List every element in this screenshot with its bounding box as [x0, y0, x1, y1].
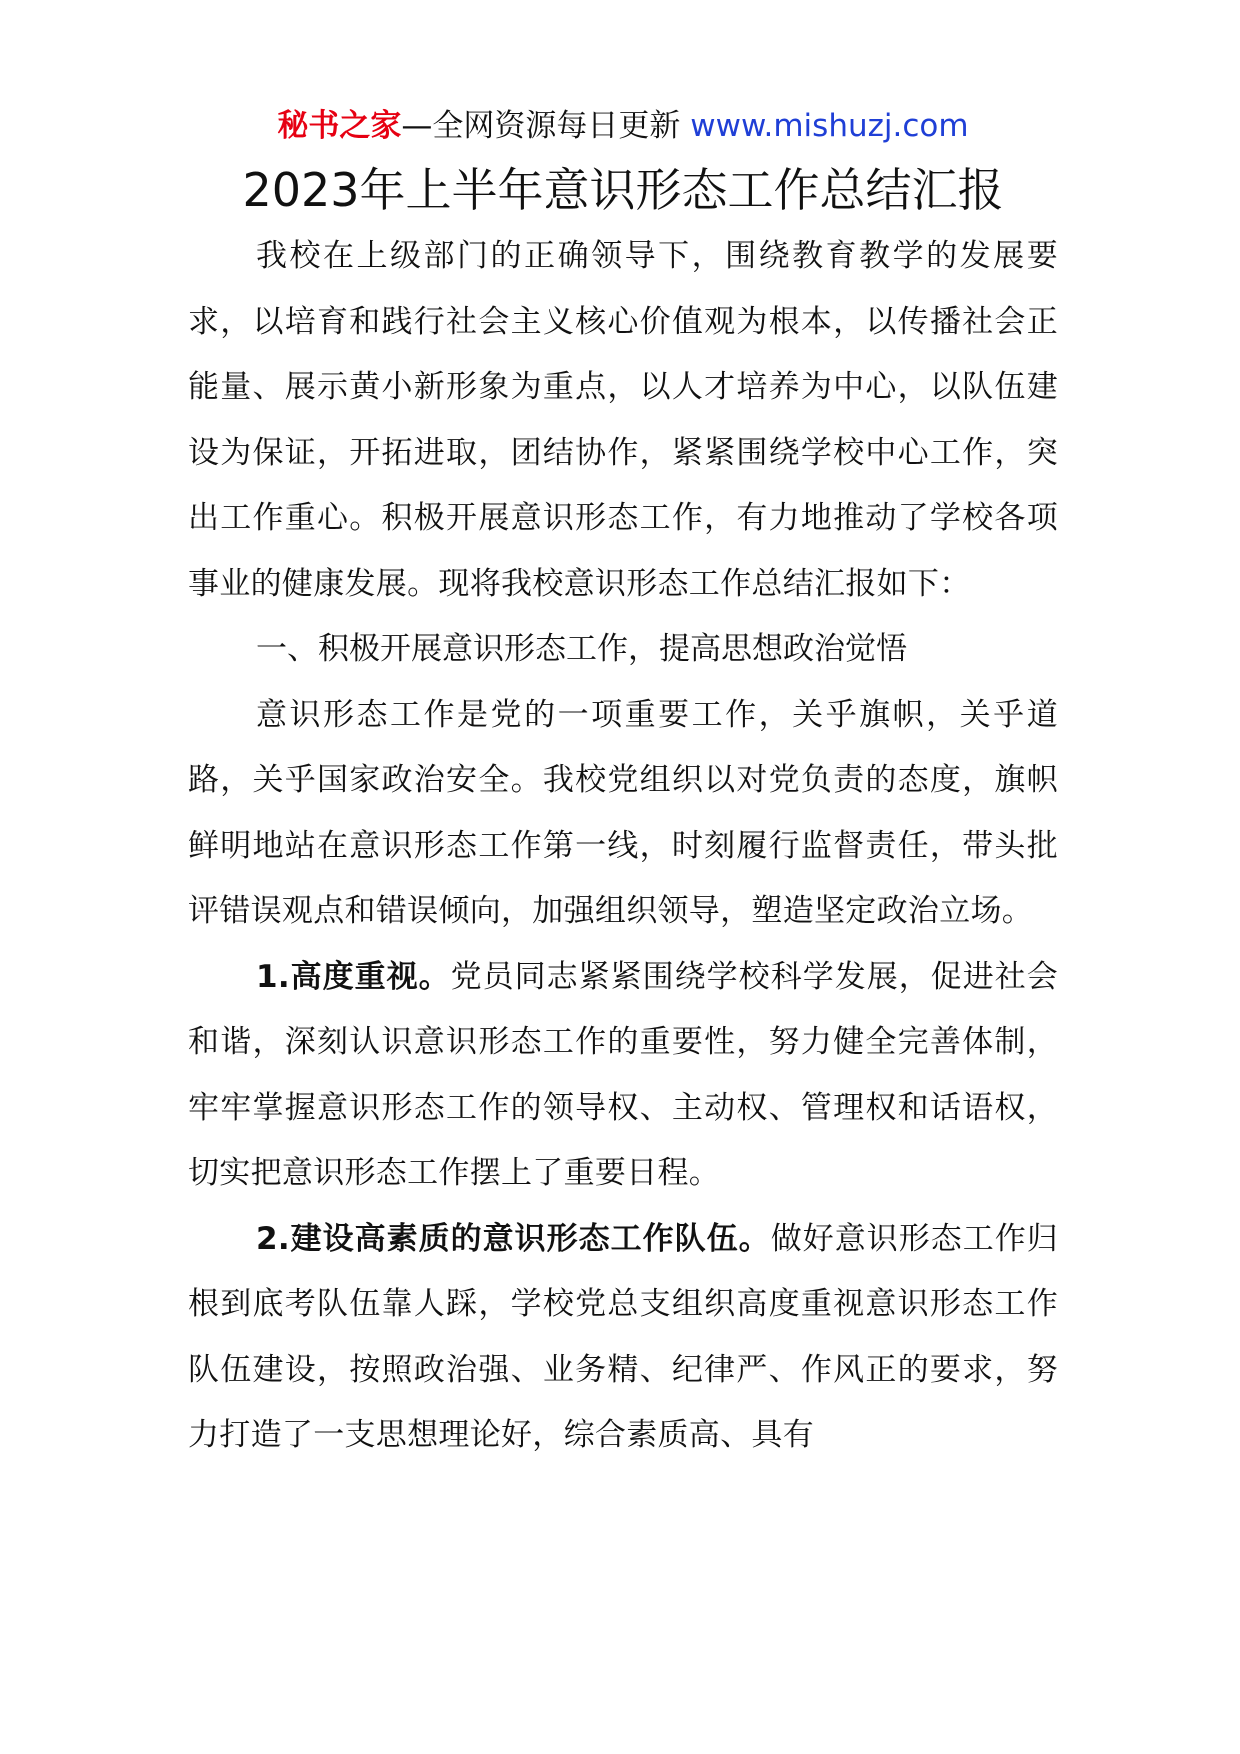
document-page [188, 100, 1058, 1469]
section-heading-1: 一、积极开展意识形态工作，提高思想政治觉悟 [256, 631, 907, 667]
point-paragraph-2 [188, 1207, 1058, 1469]
point-lead-2: 2.建设高素质的意识形态工作队伍。 [256, 1220, 771, 1257]
intro-paragraph: 我校在上级部门的正确领导下，围绕教育教学的发展要求，以培育和践行社会主义核心价值观为根本，以传播社会正能量、展示黄小新形象为重点，以人才培养为中心，以队伍建设为保证，开拓进取，团结协作，紧紧围绕学校中心工作，突出工作重心。积极开展意识形态工作，有力地推动了学校各项事业的健康发展。现将我校意识形态工作总结汇报如下： [188, 238, 1058, 602]
point-paragraph-1 [188, 945, 1058, 1207]
section-1-paragraph: 意识形态工作是党的一项重要工作，关乎旗帜，关乎道路，关乎国家政治安全。我校党组织以对党负责的态度，旗帜鲜明地站在意识形态工作第一线，时刻履行监督责任，带头批评错误观点和错误倾向，加强组织领导，塑造坚定政治立场。 [188, 696, 1058, 929]
point-lead-1: 1.高度重视。 [256, 958, 451, 995]
site-brand: 秘书之家 [277, 108, 402, 144]
site-tagline: —全网资源每日更新 [401, 108, 691, 144]
site-url-link[interactable]: www.mishuzj.com [690, 108, 969, 144]
point-text-1: 党员同志紧紧围绕学校科学发展，促进社会和谐，深刻认识意识形态工作的重要性，努力健全完善体制，牢牢掌握意识形态工作的领导权、主动权、管理权和话语权，切实把意识形态工作摆上了重要日程。 [188, 958, 1059, 1191]
document-title: 2023年上半年意识形态工作总结汇报 [242, 163, 1004, 217]
site-header [188, 100, 1058, 152]
point-text-2: 做好意识形态工作归根到底考队伍靠人踩，学校党总支组织高度重视意识形态工作队伍建设，按照政治强、业务精、纪律严、作风正的要求，努力打造了一支思想理论好，综合素质高、具有 [188, 1220, 1059, 1453]
